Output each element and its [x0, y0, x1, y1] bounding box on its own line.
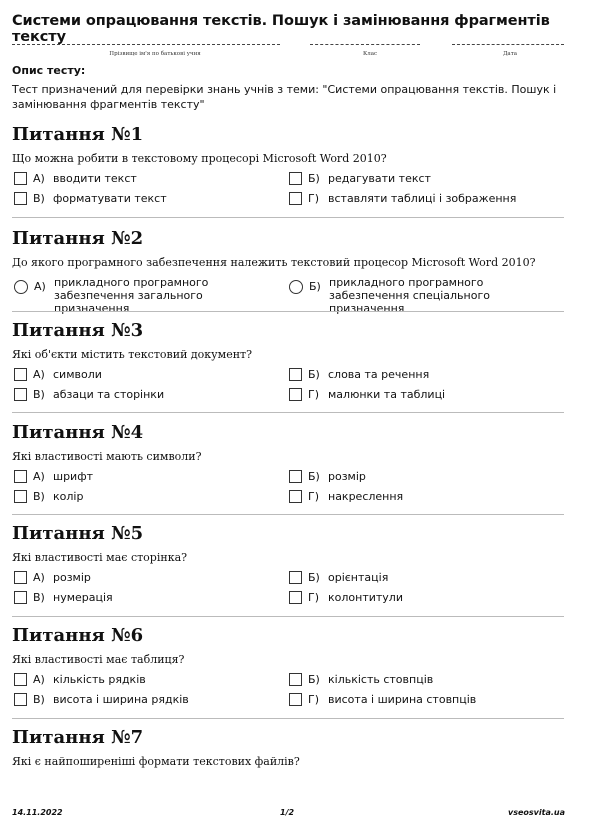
question-1 — [12, 124, 564, 212]
radio-button[interactable] — [14, 280, 28, 294]
option-v[interactable]: В) колір — [14, 490, 83, 503]
date-caption: Дата — [502, 51, 518, 57]
checkbox[interactable] — [289, 591, 302, 604]
checkbox[interactable] — [14, 368, 27, 381]
question-5 — [12, 523, 564, 611]
option-g[interactable]: Г) висота і ширина стовпців — [289, 693, 476, 706]
option-v[interactable]: В) нумерація — [14, 591, 113, 604]
class-line[interactable] — [310, 44, 420, 45]
question-text: Які властивості мають символи? — [12, 450, 202, 463]
question-text: Які об'єкти містить текстовий документ? — [12, 348, 253, 361]
checkbox[interactable] — [14, 470, 27, 483]
question-text: Які властивості має таблиця? — [12, 653, 185, 666]
option-g[interactable]: Г) накреслення — [289, 490, 403, 503]
option-a[interactable]: А) розмір — [14, 571, 91, 584]
separator — [12, 718, 564, 719]
page-title: Системи опрацювання текстів. Пошук і замінювання фрагментів тексту — [12, 13, 550, 45]
option-b[interactable]: Б) слова та речення — [289, 368, 429, 381]
option-a[interactable]: А) символи — [14, 368, 102, 381]
checkbox[interactable] — [289, 470, 302, 483]
option-v[interactable]: В) форматувати текст — [14, 192, 167, 205]
question-2 — [12, 228, 564, 315]
separator — [12, 412, 564, 413]
question-text: Які є найпоширеніші формати текстових файлів? — [12, 755, 300, 768]
checkbox[interactable] — [14, 673, 27, 686]
option-a[interactable]: А) шрифт — [14, 470, 93, 483]
question-7 — [12, 727, 564, 769]
footer-date: 14.11.2022 — [12, 808, 63, 817]
separator — [12, 616, 564, 617]
question-4 — [12, 422, 564, 510]
option-g[interactable]: Г) вставляти таблиці і зображення — [289, 192, 516, 205]
signature-row — [0, 44, 591, 64]
class-caption: Клас — [362, 51, 378, 57]
question-text: Які властивості має сторінка? — [12, 551, 188, 564]
checkbox[interactable] — [289, 571, 302, 584]
option-g[interactable]: Г) колонтитули — [289, 591, 403, 604]
footer-page-number: 1/2 — [280, 808, 295, 817]
checkbox[interactable] — [289, 693, 302, 706]
checkbox[interactable] — [14, 490, 27, 503]
question-text: Що можна робити в текстовому процесорі Microsoft Word 2010? — [12, 152, 387, 165]
option-b[interactable]: Б) розмір — [289, 470, 366, 483]
date-line[interactable] — [452, 44, 564, 45]
name-line[interactable] — [12, 44, 280, 45]
option-v[interactable]: В) абзаци та сторінки — [14, 388, 164, 401]
question-title: Питання №5 — [12, 523, 144, 544]
option-a[interactable]: А) кількість рядків — [14, 673, 146, 686]
question-text: До якого програмного забезпечення належить текстовий процесор Microsoft Word 2010? — [12, 256, 536, 269]
separator — [12, 311, 564, 312]
question-title: Питання №1 — [12, 124, 144, 145]
description-text: Тест призначений для перевірки знань учнів з теми: "Системи опрацювання текстів. Пошук і замінювання фрагментів тексту" — [12, 83, 557, 111]
question-title: Питання №2 — [12, 228, 144, 249]
option-g[interactable]: Г) малюнки та таблиці — [289, 388, 445, 401]
option-v[interactable]: В) висота і ширина рядків — [14, 693, 189, 706]
radio-button[interactable] — [289, 280, 303, 294]
checkbox[interactable] — [14, 571, 27, 584]
separator — [12, 514, 564, 515]
checkbox[interactable] — [14, 591, 27, 604]
checkbox[interactable] — [289, 368, 302, 381]
option-b[interactable]: Б) редагувати текст — [289, 172, 431, 185]
option-b[interactable]: Б) орієнтація — [289, 571, 388, 584]
question-title: Питання №4 — [12, 422, 144, 443]
question-6 — [12, 625, 564, 713]
checkbox[interactable] — [289, 673, 302, 686]
option-a[interactable]: А) прикладного програмного забезпечення загального призначення — [14, 276, 284, 315]
question-title: Питання №6 — [12, 625, 144, 646]
question-title: Питання №7 — [12, 727, 144, 748]
footer-site: vseosvita.ua — [508, 808, 565, 817]
checkbox[interactable] — [14, 172, 27, 185]
name-caption: Прізвище ім'я по батькові учня — [109, 51, 201, 57]
question-title: Питання №3 — [12, 320, 144, 341]
checkbox[interactable] — [14, 693, 27, 706]
checkbox[interactable] — [289, 172, 302, 185]
separator — [12, 217, 564, 218]
checkbox[interactable] — [289, 490, 302, 503]
option-b[interactable]: Б) кількість стовпців — [289, 673, 433, 686]
question-3 — [12, 320, 564, 408]
checkbox[interactable] — [289, 388, 302, 401]
checkbox[interactable] — [289, 192, 302, 205]
option-a[interactable]: А) вводити текст — [14, 172, 137, 185]
checkbox[interactable] — [14, 388, 27, 401]
option-b[interactable]: Б) прикладного програмного забезпечення спеціального призначення — [289, 276, 564, 315]
description-heading: Опис тесту: — [12, 64, 86, 77]
checkbox[interactable] — [14, 192, 27, 205]
